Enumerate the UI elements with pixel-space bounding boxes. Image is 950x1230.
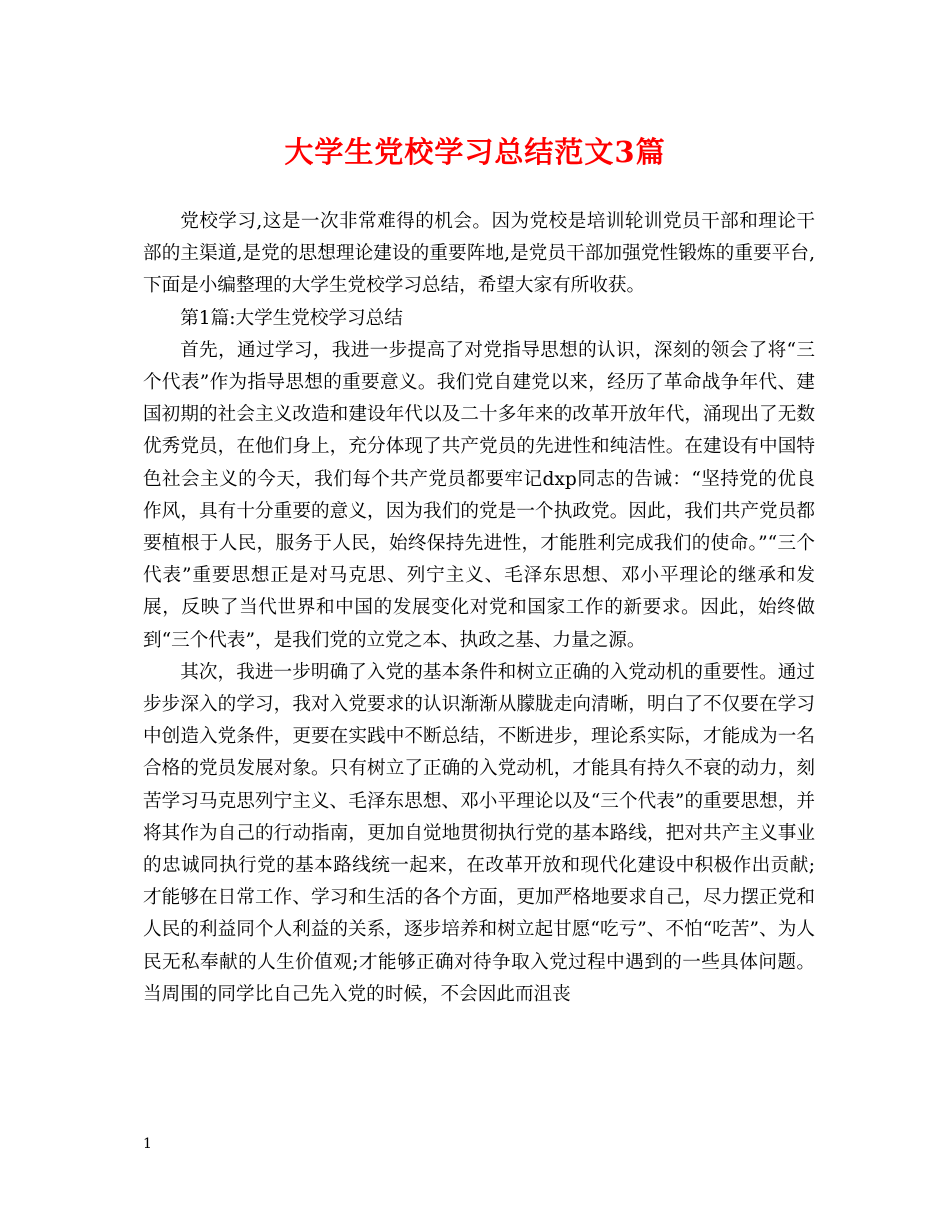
body-paragraph-1: 首先，通过学习，我进一步提高了对党指导思想的认识，深刻的领会了将“三个代表”作为指导思想的重要意义。我们党自建党以来，经历了革命战争年代、建国初期的社会主义改造和建设年代以及二十多年来的改革开放年代，涌现出了无数优秀党员，在他们身上，充分体现了共产党员的先进性和纯洁性。在建设有中国特色社会主义的今天，我们每个共产党员都要牢记dxp同志的告诫：“坚持党的优良作风，具有十分重要的意义，因为我们的党是一个执政党。因此，我们共产党员都要植根于人民，服务于人民，始终保持先进性，才能胜利完成我们的使命。”“三个代表”重要思想正是对马克思、列宁主义、毛泽东思想、邓小平理论的继承和发展，反映了当代世界和中国的发展变化对党和国家工作的新要求。因此，始终做到“三个代表”，是我们党的立党之本、执政之基、力量之源。 (143, 339, 815, 651)
document-body (143, 206, 815, 1011)
body-paragraph-2: 其次，我进一步明确了入党的基本条件和树立正确的入党动机的重要性。通过步步深入的学习，我对入党要求的认识渐渐从朦胧走向清晰，明白了不仅要在学习中创造入党条件，更要在实践中不断总结，不断进步，理论系实际，才能成为一名合格的党员发展对象。只有树立了正确的入党动机，才能具有持久不衰的动力，刻苦学习马克思列宁主义、毛泽东思想、邓小平理论以及“三个代表”的重要思想，并将其作为自己的行动指南，更加自觉地贯彻执行党的基本路线，把对共产主义事业的忠诚同执行党的基本路线统一起来，在改革开放和现代化建设中积极作出贡献;才能够在日常工作、学习和生活的各个方面，更加严格地要求自己，尽力摆正党和人民的利益同个人利益的关系，逐步培养和树立起甘愿“吃亏”、不怕“吃苦”、为人民无私奉献的人生价值观;才能够正确对待争取入党过程中遇到的一些具体问题。当周围的同学比自己先入党的时候，不会因此而沮丧 (143, 661, 815, 1005)
intro-paragraph: 党校学习,这是一次非常难得的机会。因为党校是培训轮训党员干部和理论干部的主渠道,是党的思想理论建设的重要阵地,是党员干部加强党性锻炼的重要平台,下面是小编整理的大学生党校学习总结，希望大家有所收获。 (143, 211, 815, 297)
page-number: 1 (143, 1136, 152, 1152)
section-heading: 第1篇:大学生党校学习总结 (180, 307, 403, 329)
document-title: 大学生党校学习总结范文3篇 (284, 135, 666, 169)
